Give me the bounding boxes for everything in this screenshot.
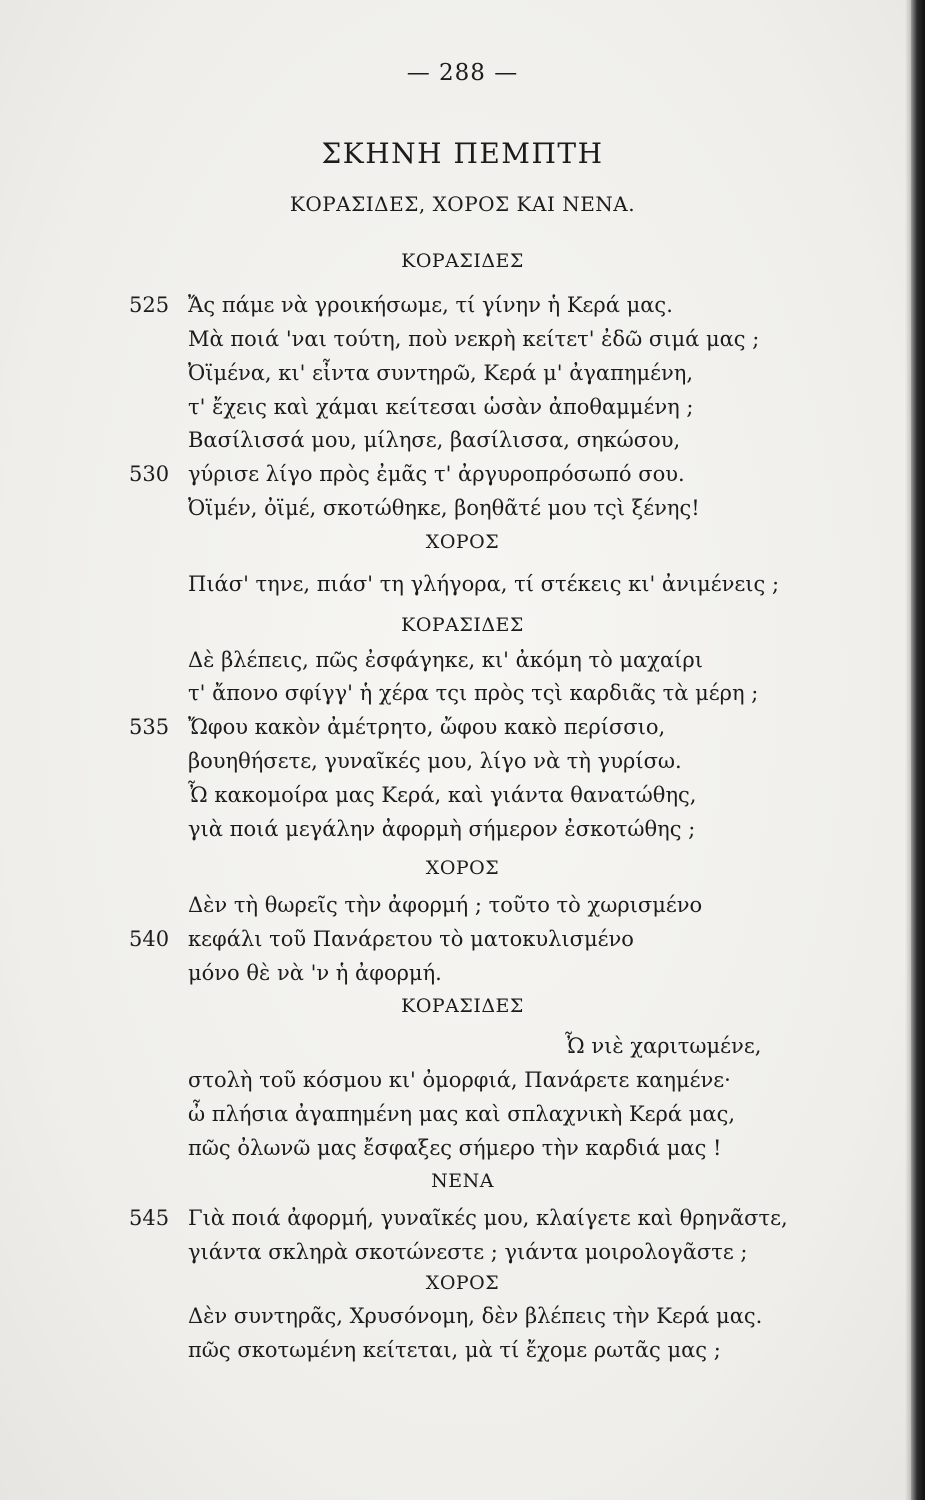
- verse-line: Δὲν τὴ θωρεῖς τὴν ἀφορμή ; τοῦτο τὸ χωρισμένο: [188, 893, 703, 917]
- speaker-label: ΝΕΝΑ: [431, 1170, 494, 1192]
- verse-line: γιάντα σκληρὰ σκοτώνεστε ; γιάντα μοιρολογᾶστε ;: [188, 1240, 748, 1264]
- scene-title: ΣΚΗΝΗ ΠΕΜΠΤΗ: [321, 137, 604, 170]
- verse-line: τ' ἄπονο σφίγγ' ἡ χέρα τςι πρὸς τςὶ καρδιᾶς τὰ μέρη ;: [188, 681, 759, 705]
- verse-line: στολὴ τοῦ κόσμου κι' ὀμορφιά, Πανάρετε καημένε·: [188, 1068, 731, 1092]
- verse-line: Δὲν συντηρᾶς, Χρυσόνομη, δὲν βλέπεις τὴν Κερά μας.: [188, 1304, 763, 1328]
- line-number: 540: [129, 927, 170, 951]
- verse-line: γύρισε λίγο πρὸς ἐμᾶς τ' ἀργυροπρόσωπό σου.: [188, 462, 685, 486]
- verse-line: κεφάλι τοῦ Πανάρετου τὸ ματοκυλισμένο: [188, 927, 634, 951]
- line-number: 535: [129, 715, 170, 739]
- verse-line: ὦ πλήσια ἀγαπημένη μας καὶ σπλαχνικὴ Κερά μας,: [188, 1102, 736, 1126]
- page-number: — 288 —: [406, 60, 519, 86]
- verse-line: πῶς ὀλωνῶ μας ἔσφαξες σήμερο τὴν καρδιά μας !: [188, 1136, 722, 1160]
- verse-line: Βασίλισσά μου, μίλησε, βασίλισσα, σηκώσου,: [188, 428, 681, 452]
- verse-line: βουηθήσετε, γυναῖκές μου, λίγο νὰ τὴ γυρίσω.: [188, 749, 682, 773]
- verse-line: Ὤφου κακὸν ἀμέτρητο, ὤφου κακὸ περίσσιο,: [188, 715, 666, 739]
- verse-line: Γιὰ ποιά ἀφορμή, γυναῖκές μου, κλαίγετε καὶ θρηνᾶστε,: [188, 1206, 788, 1230]
- verse-line: Ὀϊμένα, κι' εἶντα συντηρῶ, Κερά μ' ἀγαπημένη,: [188, 361, 694, 385]
- line-number: 530: [129, 462, 170, 486]
- speaker-label: ΚΟΡΑΣΙΔΕΣ: [401, 614, 524, 636]
- verse-line: Ἄς πάμε νὰ γροικήσωμε, τί γίνην ἡ Κερά μας.: [188, 293, 673, 317]
- verse-line: Μὰ ποιά 'ναι τούτη, ποὺ νεκρὴ κείτετ' ἐδῶ σιμά μας ;: [188, 327, 760, 351]
- verse-line: Ὀϊμέν, ὀϊμέ, σκοτώθηκε, βοηθᾶτέ μου τςὶ ξένης!: [188, 496, 700, 520]
- verse-line: τ' ἔχεις καὶ χάμαι κείτεσαι ὡσὰν ἀποθαμμένη ;: [188, 395, 694, 419]
- speaker-label: ΧΟΡΟΣ: [425, 857, 500, 879]
- characters-list: ΚΟΡΑΣΙΔΕΣ, ΧΟΡΟΣ ΚΑΙ ΝΕΝΑ.: [289, 192, 636, 216]
- verse-line: πῶς σκοτωμένη κείτεται, μὰ τί ἔχομε ρωτᾶς μας ;: [188, 1338, 721, 1362]
- line-number: 525: [129, 293, 170, 317]
- speaker-label: ΧΟΡΟΣ: [425, 531, 500, 553]
- speaker-label: ΚΟΡΑΣΙΔΕΣ: [401, 995, 524, 1017]
- verse-line: γιὰ ποιά μεγάλην ἀφορμὴ σήμερον ἐσκοτώθης ;: [188, 817, 696, 841]
- line-number: 545: [129, 1206, 170, 1230]
- speaker-label: ΚΟΡΑΣΙΔΕΣ: [401, 250, 524, 272]
- speaker-label: ΧΟΡΟΣ: [425, 1272, 500, 1294]
- verse-line: Δὲ βλέπεις, πῶς ἐσφάγηκε, κι' ἀκόμη τὸ μαχαίρι: [188, 648, 703, 672]
- verse-line: Πιάσ' τηνε, πιάσ' τη γλήγορα, τί στέκεις κι' ἀνιμένεις ;: [188, 572, 780, 596]
- verse-line: μόνο θὲ νὰ 'ν ἡ ἀφορμή.: [188, 961, 442, 985]
- verse-line: Ὦ νιὲ χαριτωμένε,: [565, 1034, 762, 1058]
- verse-line: Ὦ κακομοίρα μας Κερά, καὶ γιάντα θανατώθης,: [188, 783, 697, 807]
